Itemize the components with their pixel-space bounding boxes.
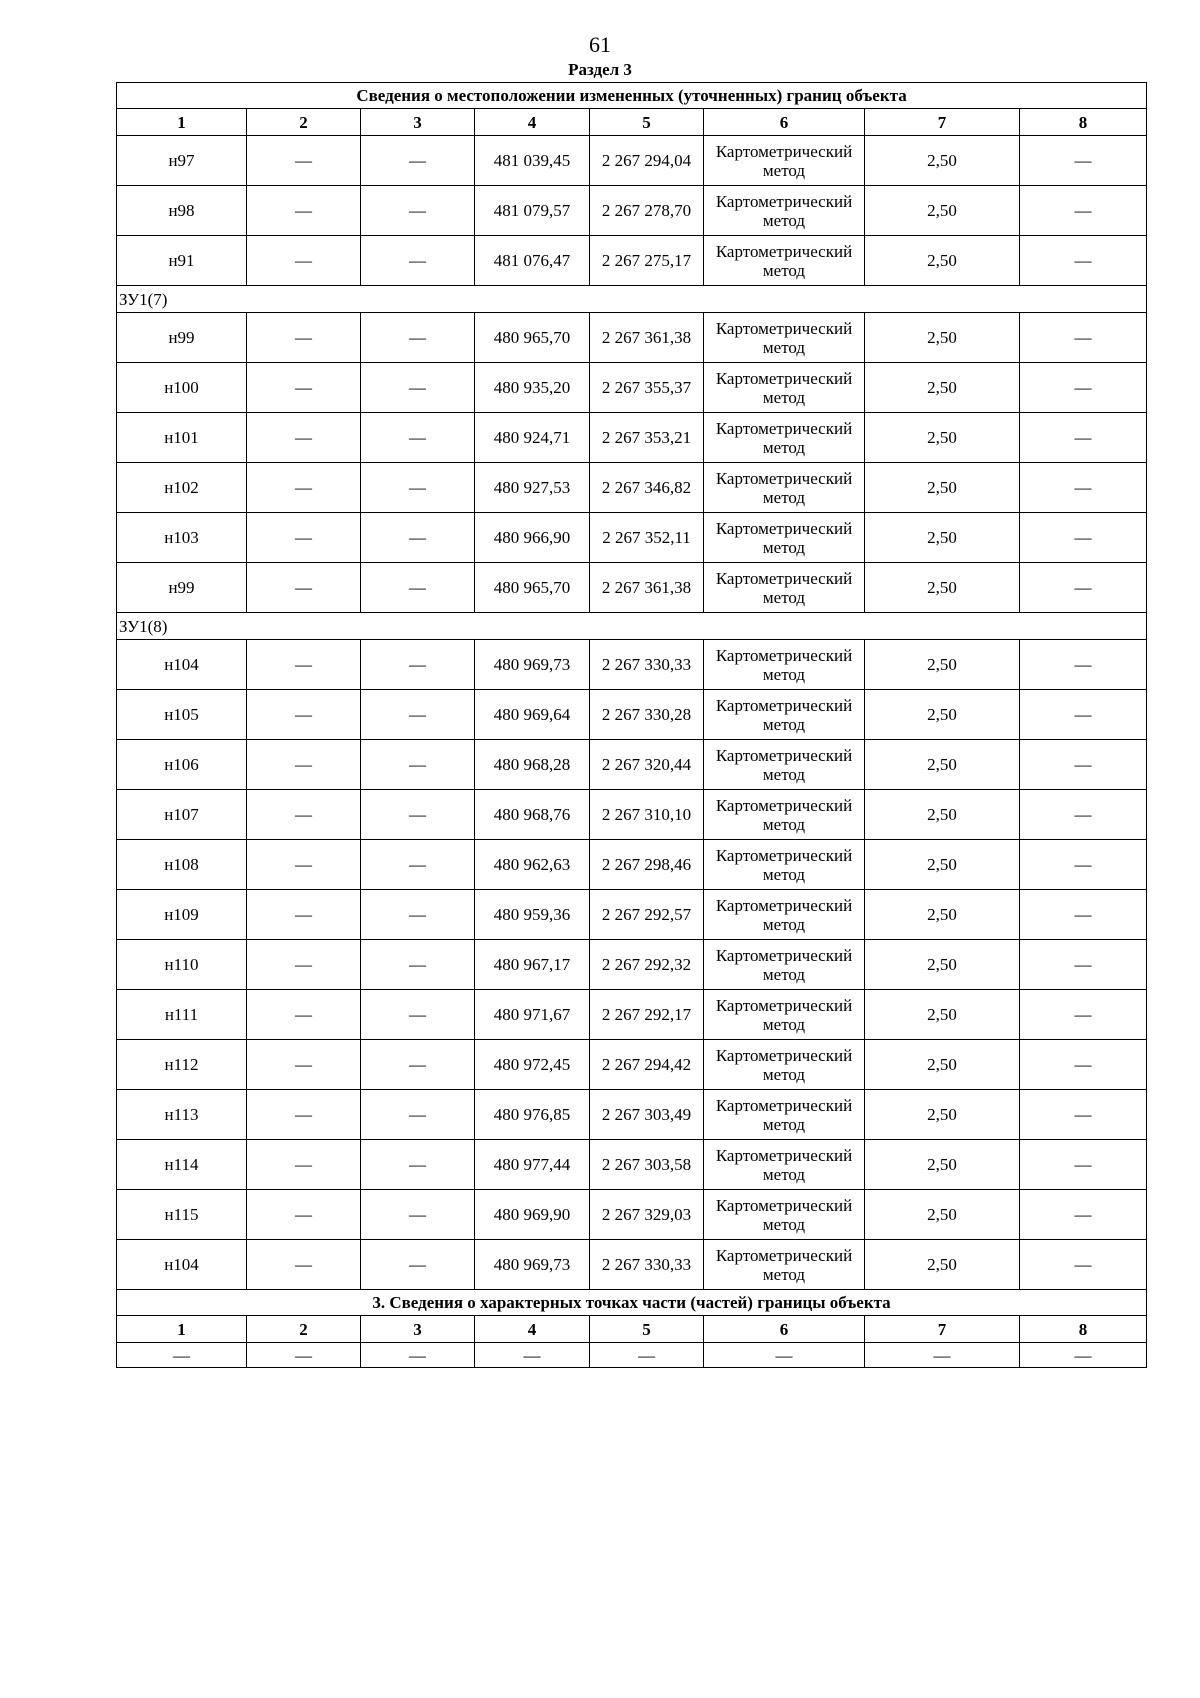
x-coordinate-cell: 480 969,73 (475, 640, 590, 690)
table-row (117, 840, 1147, 890)
cell-col2: — (247, 690, 361, 740)
subsection-caption: 3. Сведения о характерных точках части (частей) границы объекта (117, 1290, 1147, 1316)
y-coordinate-cell: 2 267 330,28 (590, 690, 704, 740)
y-coordinate-cell: 2 267 310,10 (590, 790, 704, 840)
column-header: 3 (361, 1316, 475, 1343)
cell-col3: — (361, 236, 475, 286)
cell-col3: — (361, 313, 475, 363)
boundary-coordinates-table (116, 82, 1147, 1368)
cell-col8: — (1020, 740, 1147, 790)
group-row (117, 613, 1147, 640)
x-coordinate-cell: 480 965,70 (475, 563, 590, 613)
accuracy-cell: 2,50 (865, 186, 1020, 236)
method-cell: Картометрический метод (704, 313, 865, 363)
accuracy-cell: 2,50 (865, 313, 1020, 363)
point-name-cell: н105 (117, 690, 247, 740)
y-coordinate-cell: 2 267 303,58 (590, 1140, 704, 1190)
cell-col2: — (247, 136, 361, 186)
cell-col3: — (361, 463, 475, 513)
table-row (117, 1240, 1147, 1290)
y-coordinate-cell: 2 267 330,33 (590, 1240, 704, 1290)
table-row (117, 463, 1147, 513)
cell-col3: — (361, 1190, 475, 1240)
cell-col3: — (361, 136, 475, 186)
cell-col2: — (247, 990, 361, 1040)
method-cell: Картометрический метод (704, 690, 865, 740)
column-header: 4 (475, 1316, 590, 1343)
cell-col8: — (1020, 790, 1147, 840)
point-name-cell: н106 (117, 740, 247, 790)
method-cell: Картометрический метод (704, 990, 865, 1040)
accuracy-cell: 2,50 (865, 690, 1020, 740)
x-coordinate-cell: 480 927,53 (475, 463, 590, 513)
method-cell: Картометрический метод (704, 1140, 865, 1190)
cell-col2: — (247, 940, 361, 990)
method-cell: Картометрический метод (704, 563, 865, 613)
table-caption-row (117, 83, 1147, 109)
point-name-cell: н109 (117, 890, 247, 940)
x-coordinate-cell: 480 969,73 (475, 1240, 590, 1290)
x-coordinate-cell: 481 039,45 (475, 136, 590, 186)
y-coordinate-cell: 2 267 353,21 (590, 413, 704, 463)
accuracy-cell: 2,50 (865, 790, 1020, 840)
accuracy-cell: 2,50 (865, 513, 1020, 563)
cell-col3: — (361, 186, 475, 236)
x-coordinate-cell: 480 935,20 (475, 363, 590, 413)
method-cell: Картометрический метод (704, 513, 865, 563)
accuracy-cell: 2,50 (865, 640, 1020, 690)
column-header: 4 (475, 109, 590, 136)
empty-cell: — (361, 1343, 475, 1368)
method-cell: Картометрический метод (704, 236, 865, 286)
point-name-cell: н107 (117, 790, 247, 840)
cell-col8: — (1020, 1240, 1147, 1290)
point-name-cell: н99 (117, 563, 247, 613)
cell-col8: — (1020, 136, 1147, 186)
cell-col8: — (1020, 890, 1147, 940)
table-row (117, 413, 1147, 463)
x-coordinate-cell: 480 967,17 (475, 940, 590, 990)
column-header: 1 (117, 1316, 247, 1343)
accuracy-cell: 2,50 (865, 236, 1020, 286)
cell-col2: — (247, 1240, 361, 1290)
group-label: ЗУ1(7) (117, 286, 1147, 313)
y-coordinate-cell: 2 267 294,42 (590, 1040, 704, 1090)
point-name-cell: н115 (117, 1190, 247, 1240)
empty-cell: — (704, 1343, 865, 1368)
accuracy-cell: 2,50 (865, 363, 1020, 413)
accuracy-cell: 2,50 (865, 890, 1020, 940)
x-coordinate-cell: 480 971,67 (475, 990, 590, 1040)
x-coordinate-cell: 480 976,85 (475, 1090, 590, 1140)
accuracy-cell: 2,50 (865, 413, 1020, 463)
column-header: 2 (247, 1316, 361, 1343)
table-row (117, 790, 1147, 840)
cell-col3: — (361, 1040, 475, 1090)
empty-cell: — (590, 1343, 704, 1368)
y-coordinate-cell: 2 267 292,17 (590, 990, 704, 1040)
cell-col3: — (361, 1090, 475, 1140)
y-coordinate-cell: 2 267 355,37 (590, 363, 704, 413)
cell-col8: — (1020, 1190, 1147, 1240)
column-header: 2 (247, 109, 361, 136)
point-name-cell: н112 (117, 1040, 247, 1090)
y-coordinate-cell: 2 267 352,11 (590, 513, 704, 563)
point-name-cell: н111 (117, 990, 247, 1040)
y-coordinate-cell: 2 267 294,04 (590, 136, 704, 186)
accuracy-cell: 2,50 (865, 740, 1020, 790)
cell-col8: — (1020, 990, 1147, 1040)
cell-col8: — (1020, 640, 1147, 690)
method-cell: Картометрический метод (704, 186, 865, 236)
cell-col2: — (247, 1140, 361, 1190)
accuracy-cell: 2,50 (865, 990, 1020, 1040)
empty-cell: — (1020, 1343, 1147, 1368)
cell-col2: — (247, 840, 361, 890)
x-coordinate-cell: 480 968,76 (475, 790, 590, 840)
column-header: 7 (865, 1316, 1020, 1343)
table-row (117, 640, 1147, 690)
table-row (117, 313, 1147, 363)
cell-col8: — (1020, 186, 1147, 236)
cell-col3: — (361, 840, 475, 890)
table-row (117, 513, 1147, 563)
table-row (117, 1140, 1147, 1190)
accuracy-cell: 2,50 (865, 940, 1020, 990)
cell-col8: — (1020, 940, 1147, 990)
cell-col3: — (361, 413, 475, 463)
cell-col8: — (1020, 563, 1147, 613)
method-cell: Картометрический метод (704, 1040, 865, 1090)
cell-col2: — (247, 186, 361, 236)
column-header: 6 (704, 1316, 865, 1343)
empty-cell: — (865, 1343, 1020, 1368)
y-coordinate-cell: 2 267 329,03 (590, 1190, 704, 1240)
x-coordinate-cell: 480 966,90 (475, 513, 590, 563)
table-row (117, 740, 1147, 790)
accuracy-cell: 2,50 (865, 1140, 1020, 1190)
cell-col2: — (247, 563, 361, 613)
cell-col2: — (247, 313, 361, 363)
point-name-cell: н99 (117, 313, 247, 363)
cell-col2: — (247, 740, 361, 790)
y-coordinate-cell: 2 267 346,82 (590, 463, 704, 513)
y-coordinate-cell: 2 267 361,38 (590, 563, 704, 613)
point-name-cell: н110 (117, 940, 247, 990)
column-header: 6 (704, 109, 865, 136)
cell-col2: — (247, 640, 361, 690)
point-name-cell: н104 (117, 1240, 247, 1290)
y-coordinate-cell: 2 267 361,38 (590, 313, 704, 363)
cell-col8: — (1020, 513, 1147, 563)
column-header: 3 (361, 109, 475, 136)
point-name-cell: н104 (117, 640, 247, 690)
point-name-cell: н101 (117, 413, 247, 463)
cell-col2: — (247, 463, 361, 513)
table-row (117, 236, 1147, 286)
accuracy-cell: 2,50 (865, 1240, 1020, 1290)
y-coordinate-cell: 2 267 292,32 (590, 940, 704, 990)
method-cell: Картометрический метод (704, 363, 865, 413)
group-row (117, 286, 1147, 313)
table-row (117, 363, 1147, 413)
cell-col8: — (1020, 1140, 1147, 1190)
table-row (117, 990, 1147, 1040)
y-coordinate-cell: 2 267 298,46 (590, 840, 704, 890)
cell-col3: — (361, 890, 475, 940)
y-coordinate-cell: 2 267 275,17 (590, 236, 704, 286)
cell-col3: — (361, 1140, 475, 1190)
method-cell: Картометрический метод (704, 790, 865, 840)
table-row (117, 690, 1147, 740)
point-name-cell: н114 (117, 1140, 247, 1190)
x-coordinate-cell: 480 969,64 (475, 690, 590, 740)
y-coordinate-cell: 2 267 292,57 (590, 890, 704, 940)
cell-col2: — (247, 1090, 361, 1140)
x-coordinate-cell: 480 962,63 (475, 840, 590, 890)
cell-col3: — (361, 690, 475, 740)
point-name-cell: н108 (117, 840, 247, 890)
point-name-cell: н113 (117, 1090, 247, 1140)
empty-cell: — (117, 1343, 247, 1368)
column-header: 5 (590, 109, 704, 136)
x-coordinate-cell: 480 972,45 (475, 1040, 590, 1090)
column-header-row (117, 109, 1147, 136)
method-cell: Картометрический метод (704, 1190, 865, 1240)
point-name-cell: н100 (117, 363, 247, 413)
x-coordinate-cell: 480 959,36 (475, 890, 590, 940)
cell-col8: — (1020, 1090, 1147, 1140)
table-row (117, 1343, 1147, 1368)
cell-col2: — (247, 1040, 361, 1090)
method-cell: Картометрический метод (704, 890, 865, 940)
cell-col8: — (1020, 236, 1147, 286)
page-number: 61 (589, 32, 611, 57)
cell-col2: — (247, 513, 361, 563)
accuracy-cell: 2,50 (865, 1190, 1020, 1240)
cell-col2: — (247, 236, 361, 286)
table-row (117, 890, 1147, 940)
table-row (117, 940, 1147, 990)
column-header: 8 (1020, 109, 1147, 136)
section-title: Раздел 3 (568, 60, 632, 79)
accuracy-cell: 2,50 (865, 563, 1020, 613)
cell-col3: — (361, 990, 475, 1040)
point-name-cell: н97 (117, 136, 247, 186)
table-row (117, 1090, 1147, 1140)
method-cell: Картометрический метод (704, 413, 865, 463)
accuracy-cell: 2,50 (865, 463, 1020, 513)
y-coordinate-cell: 2 267 303,49 (590, 1090, 704, 1140)
method-cell: Картометрический метод (704, 640, 865, 690)
method-cell: Картометрический метод (704, 840, 865, 890)
cell-col8: — (1020, 1040, 1147, 1090)
accuracy-cell: 2,50 (865, 1090, 1020, 1140)
subsection-header-row (117, 1316, 1147, 1343)
method-cell: Картометрический метод (704, 740, 865, 790)
cell-col8: — (1020, 840, 1147, 890)
table-row (117, 1190, 1147, 1240)
point-name-cell: н103 (117, 513, 247, 563)
column-header: 8 (1020, 1316, 1147, 1343)
table-caption: Сведения о местоположении измененных (уточненных) границ объекта (117, 83, 1147, 109)
table-row (117, 136, 1147, 186)
x-coordinate-cell: 481 076,47 (475, 236, 590, 286)
table-row (117, 186, 1147, 236)
point-name-cell: н102 (117, 463, 247, 513)
cell-col2: — (247, 413, 361, 463)
subsection-caption-row (117, 1290, 1147, 1316)
cell-col3: — (361, 363, 475, 413)
empty-cell: — (475, 1343, 590, 1368)
column-header: 7 (865, 109, 1020, 136)
x-coordinate-cell: 481 079,57 (475, 186, 590, 236)
cell-col8: — (1020, 363, 1147, 413)
x-coordinate-cell: 480 969,90 (475, 1190, 590, 1240)
cell-col3: — (361, 790, 475, 840)
method-cell: Картометрический метод (704, 1240, 865, 1290)
cell-col2: — (247, 890, 361, 940)
accuracy-cell: 2,50 (865, 136, 1020, 186)
cell-col3: — (361, 940, 475, 990)
cell-col2: — (247, 363, 361, 413)
table-row (117, 1040, 1147, 1090)
method-cell: Картометрический метод (704, 136, 865, 186)
cell-col2: — (247, 1190, 361, 1240)
cell-col8: — (1020, 463, 1147, 513)
cell-col8: — (1020, 413, 1147, 463)
column-header: 5 (590, 1316, 704, 1343)
method-cell: Картометрический метод (704, 1090, 865, 1140)
empty-cell: — (247, 1343, 361, 1368)
cell-col8: — (1020, 690, 1147, 740)
method-cell: Картометрический метод (704, 940, 865, 990)
x-coordinate-cell: 480 968,28 (475, 740, 590, 790)
cell-col8: — (1020, 313, 1147, 363)
column-header: 1 (117, 109, 247, 136)
y-coordinate-cell: 2 267 330,33 (590, 640, 704, 690)
y-coordinate-cell: 2 267 320,44 (590, 740, 704, 790)
cell-col3: — (361, 640, 475, 690)
x-coordinate-cell: 480 977,44 (475, 1140, 590, 1190)
x-coordinate-cell: 480 965,70 (475, 313, 590, 363)
point-name-cell: н98 (117, 186, 247, 236)
cell-col2: — (247, 790, 361, 840)
cell-col3: — (361, 563, 475, 613)
x-coordinate-cell: 480 924,71 (475, 413, 590, 463)
method-cell: Картометрический метод (704, 463, 865, 513)
table-row (117, 563, 1147, 613)
group-label: ЗУ1(8) (117, 613, 1147, 640)
cell-col3: — (361, 513, 475, 563)
y-coordinate-cell: 2 267 278,70 (590, 186, 704, 236)
accuracy-cell: 2,50 (865, 840, 1020, 890)
point-name-cell: н91 (117, 236, 247, 286)
accuracy-cell: 2,50 (865, 1040, 1020, 1090)
cell-col3: — (361, 740, 475, 790)
cell-col3: — (361, 1240, 475, 1290)
